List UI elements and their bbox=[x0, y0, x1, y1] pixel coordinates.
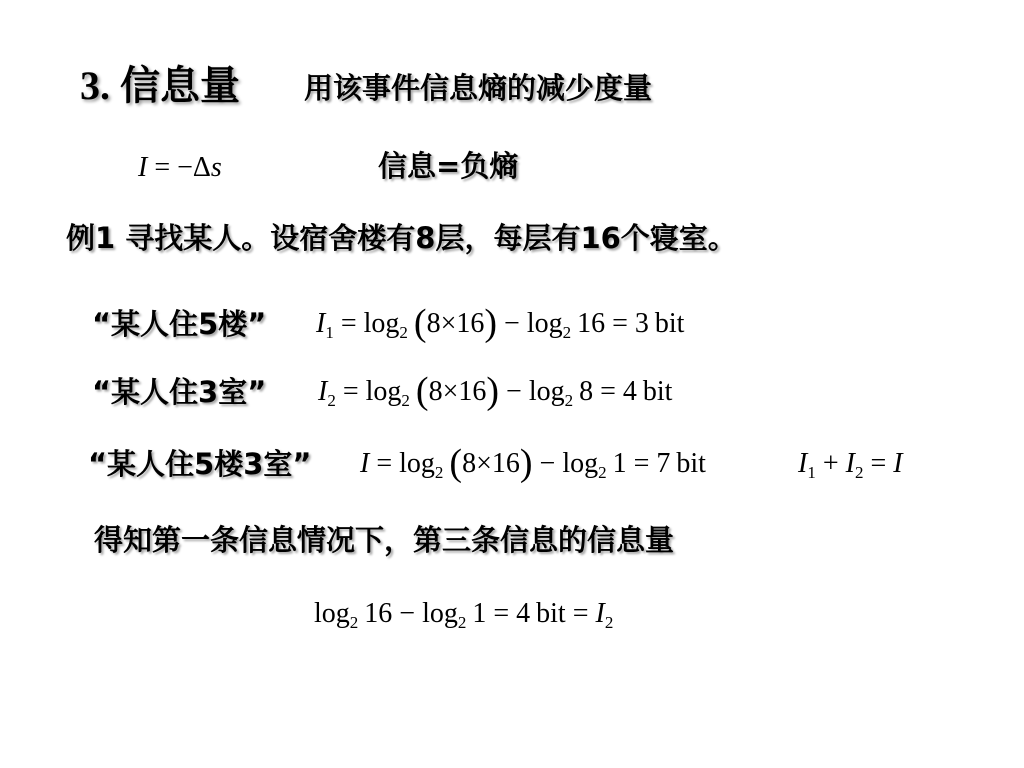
eq-equals2: = bbox=[633, 448, 650, 479]
slide-title: 3. 信息量 bbox=[80, 63, 240, 108]
eq-equals: = bbox=[342, 376, 359, 407]
sum-c: I bbox=[893, 448, 903, 479]
eq-log2: log bbox=[562, 448, 599, 479]
eq-rparen: ) bbox=[484, 302, 498, 344]
eq-log-base: 2 bbox=[401, 391, 410, 410]
eq-lparen: ( bbox=[449, 442, 463, 484]
eq-minus: − bbox=[539, 448, 556, 479]
equals-sign: = bbox=[154, 152, 171, 183]
eq-lhs: I bbox=[360, 448, 370, 479]
definition-formula bbox=[138, 150, 222, 186]
case-label-floor-room: “某人住5楼3室” bbox=[88, 447, 312, 481]
neg-delta: −Δ bbox=[177, 152, 211, 183]
eq-lhs-sub: 2 bbox=[327, 391, 336, 410]
example-statement: 例1 寻找某人。设宿舍楼有8层，每层有16个寝室。 bbox=[66, 221, 737, 255]
eq-log2-base: 2 bbox=[562, 323, 572, 342]
sum-equals: = bbox=[870, 448, 887, 479]
eq-rparen: ) bbox=[486, 370, 500, 412]
eq-result: 4 bbox=[622, 376, 637, 407]
final-equals: = bbox=[493, 598, 510, 629]
eq-equals2: = bbox=[612, 308, 628, 339]
eq-arg2: 8 bbox=[579, 376, 594, 407]
equation-case-1 bbox=[316, 302, 685, 344]
eq-arg: 8×16 bbox=[428, 376, 487, 407]
eq-arg2: 1 bbox=[612, 448, 627, 479]
sum-b-sub: 2 bbox=[854, 463, 864, 482]
eq-rparen: ) bbox=[519, 442, 533, 484]
equation-case-3 bbox=[360, 442, 706, 484]
conclusion-text: 得知第一条信息情况下，第三条信息的信息量 bbox=[94, 523, 675, 557]
eq-result: 7 bbox=[656, 448, 671, 479]
eq-lhs-sub: 1 bbox=[325, 323, 334, 342]
neg-entropy-note: 信息=负熵 bbox=[378, 149, 519, 183]
eq-arg: 8×16 bbox=[462, 448, 520, 479]
eq-minus: − bbox=[506, 376, 522, 407]
info-var: I bbox=[138, 152, 148, 183]
eq-minus: − bbox=[504, 308, 520, 339]
eq-lparen: ( bbox=[413, 302, 427, 344]
final-var: I bbox=[595, 598, 605, 629]
case-label-room: “某人住3室” bbox=[92, 375, 267, 409]
eq-arg2: 16 bbox=[577, 308, 606, 339]
eq-log2: log bbox=[526, 308, 563, 339]
equation-case-2 bbox=[318, 370, 673, 412]
sum-b: I bbox=[845, 448, 855, 479]
sum-a: I bbox=[798, 448, 808, 479]
sum-a-sub: 1 bbox=[807, 463, 816, 482]
eq-log: log bbox=[365, 376, 402, 407]
final-log-base: 2 bbox=[349, 613, 359, 632]
final-result: 4 bbox=[516, 598, 531, 629]
case-label-floor: “某人住5楼” bbox=[92, 307, 267, 341]
final-minus: − bbox=[399, 598, 416, 629]
eq-lparen: ( bbox=[415, 370, 429, 412]
final-log2-base: 2 bbox=[457, 613, 467, 632]
eq-result: 3 bbox=[634, 308, 649, 339]
eq-log2-base: 2 bbox=[598, 463, 607, 482]
eq-equals: = bbox=[376, 448, 393, 479]
eq-unit: bit bbox=[654, 308, 685, 339]
eq-equals2: = bbox=[600, 376, 616, 407]
eq-log-base: 2 bbox=[434, 463, 444, 482]
slide-subtitle: 用该事件信息熵的减少度量 bbox=[304, 71, 653, 105]
sum-identity bbox=[798, 446, 903, 482]
sum-plus: + bbox=[822, 448, 839, 479]
final-equals2: = bbox=[572, 598, 589, 629]
final-arg2: 1 bbox=[472, 598, 487, 629]
final-var-sub: 2 bbox=[604, 613, 614, 632]
final-arg: 16 bbox=[364, 598, 393, 629]
eq-log2-base: 2 bbox=[564, 391, 574, 410]
eq-log: log bbox=[363, 308, 400, 339]
eq-unit: bit bbox=[676, 448, 706, 479]
eq-log2: log bbox=[528, 376, 565, 407]
eq-lhs: I bbox=[318, 376, 328, 407]
eq-log-base: 2 bbox=[399, 323, 408, 342]
entropy-var: s bbox=[210, 152, 222, 183]
final-equation bbox=[314, 596, 613, 632]
eq-unit: bit bbox=[642, 376, 673, 407]
final-unit: bit bbox=[536, 598, 566, 629]
final-log: log bbox=[314, 598, 350, 629]
eq-lhs: I bbox=[316, 308, 326, 339]
eq-log: log bbox=[399, 448, 435, 479]
final-log2: log bbox=[422, 598, 458, 629]
eq-equals: = bbox=[340, 308, 357, 339]
eq-arg: 8×16 bbox=[426, 308, 485, 339]
